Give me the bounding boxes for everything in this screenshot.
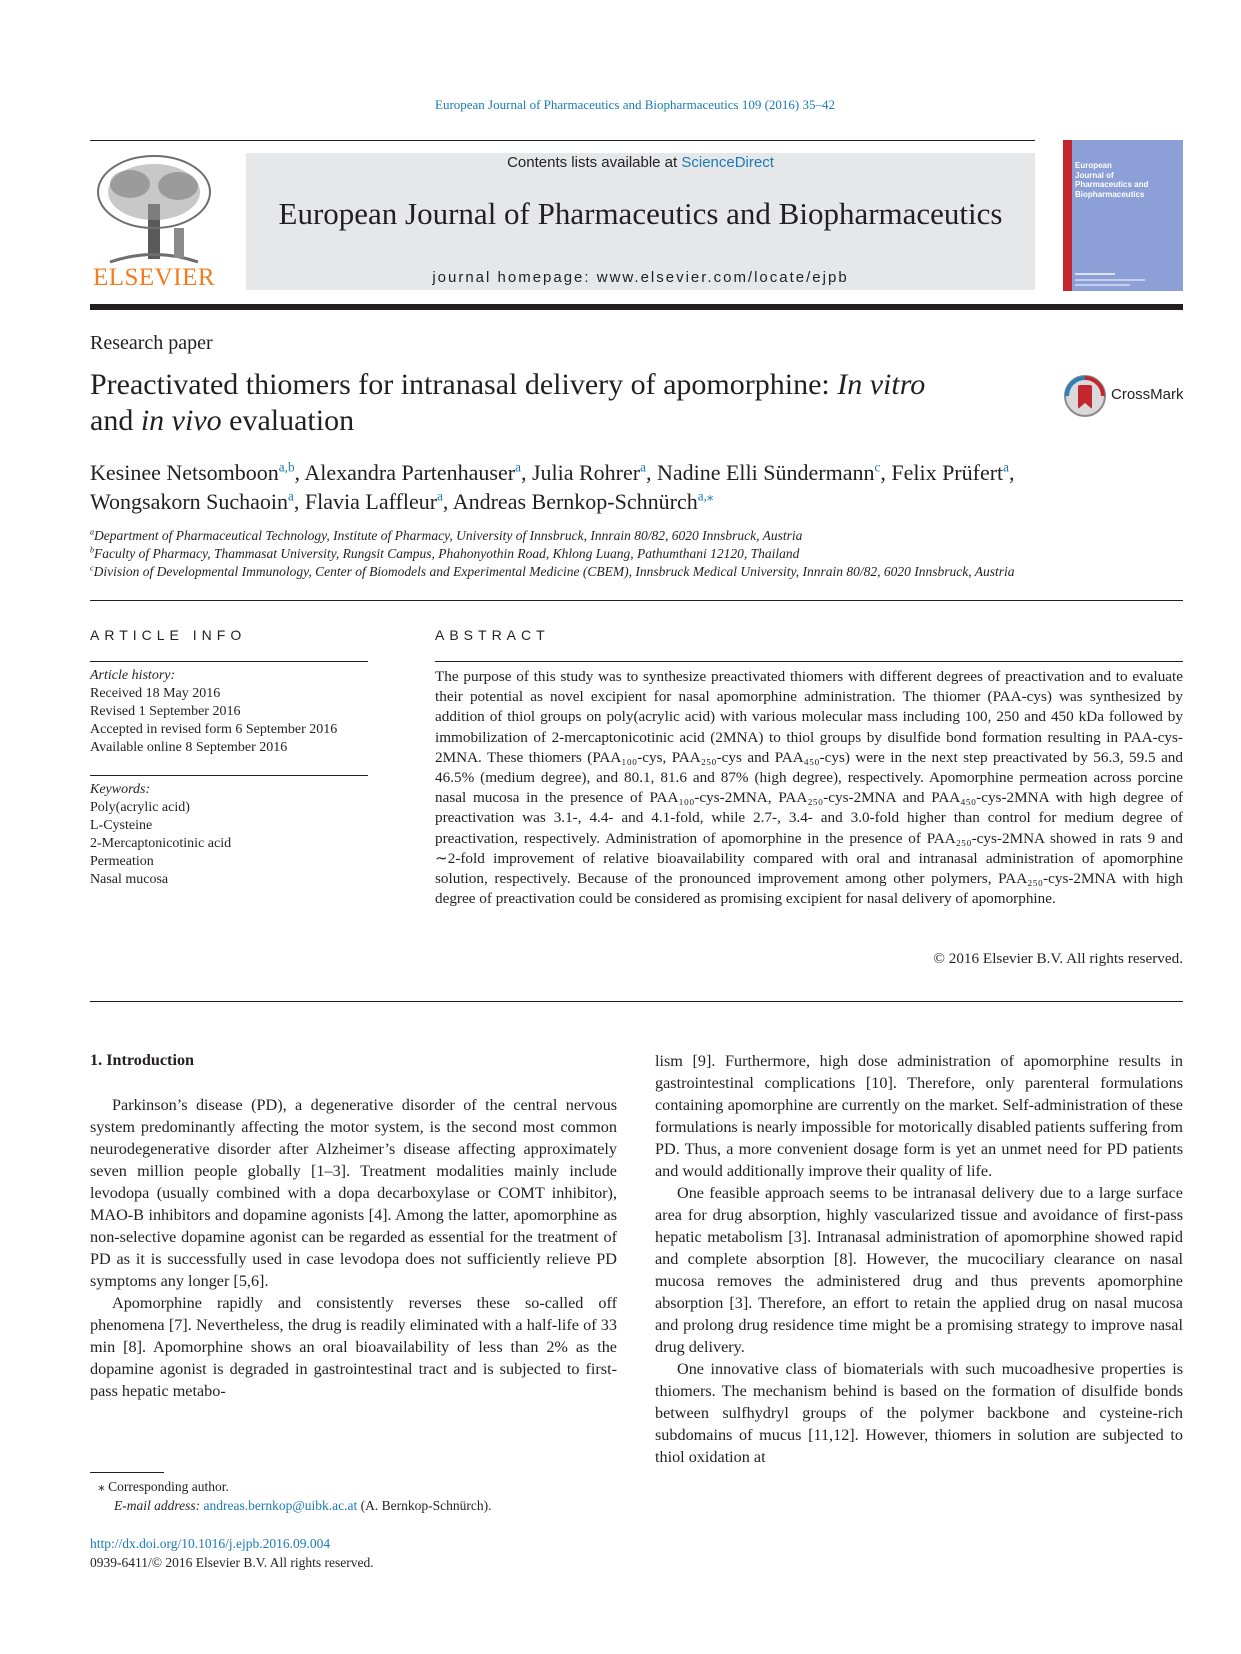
article-info-heading: ARTICLE INFO bbox=[90, 627, 247, 643]
author[interactable]: Wongsakorn Suchaoin bbox=[90, 489, 289, 514]
body-paragraph: Parkinson’s disease (PD), a degenerative disorder of the central nervous system predominantly affecting the motor system, is the second most common neurodegenerative disorder after Alzheimer’s disease affecting approximately seven million people globally [1–3]. Treatment modalities mainly include levodopa (usually combined with a dopa decarboxylase or COMT inhibitor), MAO-B inhibitors and dopamine agonists [4]. Among the latter, apomorphine as non-selective dopamine agonist can be regarded as essential for the treatment of PD as it is successfully used in case levodopa does not sufficiently relieve PD symptoms any longer [5,6]. bbox=[90, 1096, 617, 1290]
history-item: Revised 1 September 2016 bbox=[90, 704, 241, 719]
section-heading: 1. Introduction bbox=[90, 1051, 195, 1069]
history-item: Received 18 May 2016 bbox=[90, 686, 221, 701]
author-affiliation-marker[interactable]: a,⁎ bbox=[697, 488, 714, 504]
journal-homepage[interactable]: journal homepage: www.elsevier.com/locate/ejpb bbox=[432, 269, 849, 286]
body-paragraph: One innovative class of biomaterials with such mucoadhesive properties is thiomers. The mechanism behind is based on the formation of disulfide bonds between sulfhydryl groups of the polymer backbone and cysteine-rich subdomains of mucus [11,12]. However, thiomers in solution are subjected to thiol oxidation at bbox=[655, 1360, 1183, 1466]
author[interactable]: Felix Prüfert bbox=[891, 460, 1004, 485]
affiliation: $^a$Department of Pharmaceutical Technology, Institute of Pharmacy, University of Innsbruck, Innrain 80/82, 6020 Innsbruck, Austria bbox=[90, 527, 803, 543]
author-affiliation-marker[interactable]: a bbox=[1003, 459, 1010, 475]
body-paragraph: One feasible approach seems to be intranasal delivery due to a large surface area for drug absorption, highly vascularized tissue and avoidance of first-pass hepatic metabolism [3]. Intranasal administration of apomorphine showed rapid and complete absorption [8]. However, the mucociliary clearance on nasal mucosa removes the administered drug and thus prevents apomorphine absorption [3]. Therefore, an effort to retain the applied drug on nasal mucosa and prolong drug residence time might be a promising strategy to improve nasal drug delivery. bbox=[655, 1184, 1183, 1356]
author[interactable]: Kesinee Netsomboon bbox=[90, 460, 279, 485]
keyword: L-Cysteine bbox=[90, 818, 153, 833]
author-affiliation-marker[interactable]: c bbox=[874, 459, 881, 475]
journal-cover-thumbnail bbox=[1063, 140, 1183, 291]
article-title: Preactivated thiomers for intranasal delivery of apomorphine: In vitro and in vivo evaluation bbox=[90, 368, 926, 437]
info-rule bbox=[90, 661, 368, 662]
section-rule bbox=[90, 600, 1183, 601]
author-affiliation-marker[interactable]: a bbox=[640, 459, 646, 475]
author[interactable]: Alexandra Partenhauser bbox=[304, 460, 516, 485]
footnote-rule bbox=[90, 1472, 164, 1473]
journal-title: European Journal of Pharmaceutics and Biopharmaceutics bbox=[278, 196, 1003, 231]
doi-link[interactable]: http://dx.doi.org/10.1016/j.ejpb.2016.09.004 bbox=[90, 1536, 331, 1551]
keyword: Poly(acrylic acid) bbox=[90, 800, 190, 815]
author-affiliation-marker[interactable]: a bbox=[515, 459, 521, 475]
abstract-text: The purpose of this study was to synthesize preactivated thiomers with different degrees of preactivation and to evaluate their potential as novel excipient for nasal apomorphine administration. The thiomer (PAA-cys) was synthesized by addition of thiol groups on poly(acrylic acid) with various molecular mass including 100, 250 and 450 kDa followed by immobilization of 2-mercaptonicotinic acid (2MNA) to thiol groups by disulfide bond formation resulting in PAA-cys-2MNA. These thiomers (PAA₁₀₀-cys, PAA₂₅₀-cys and PAA₄₅₀-cys) were in the next step preactivated by 56.3, 59.5 and 46.5% (medium degree), and 80.1, 81.6 and 87% (high degree), respectively. Apomorphine permeation across porcine nasal mucosa in the presence of PAA₁₀₀-cys-2MNA, PAA₂₅₀-cys-2MNA and PAA₄₅₀-cys-2MNA with high degree of preactivation was 3.1-, 4.4- and 4.1-fold, while 2.7-, 3.4- and 3.0-fold higher than control for medium degree of preactivation, respectively. Administration of apomorphine in the presence of PAA₂₅₀-cys-2MNA showed in rats 9 and ∼2-fold improvement of relative bioavailability compared with oral and intranasal administration of apomorphine solution, respectively. Because of the pronounced improvement among other polymers, PAA₂₅₀-cys-2MNA with high degree of preactivation could be considered as promising excipient for nasal delivery of apomorphine. bbox=[435, 668, 1183, 908]
cover-title: European Journal of Pharmaceutics and Biopharmaceutics bbox=[1075, 161, 1149, 199]
crossmark-icon bbox=[1063, 374, 1107, 418]
history-item: Accepted in revised form 6 September 2016 bbox=[90, 722, 338, 737]
history-label: Article history: bbox=[90, 668, 176, 683]
journal-citation-link[interactable]: European Journal of Pharmaceutics and Biopharmaceutics 109 (2016) 35–42 bbox=[435, 97, 835, 112]
crossmark-badge[interactable] bbox=[1063, 374, 1188, 418]
sciencedirect-link[interactable]: ScienceDirect bbox=[681, 154, 774, 171]
crossmark-label: CrossMark bbox=[1111, 386, 1184, 403]
author[interactable]: Flavia Laffleur bbox=[304, 489, 438, 514]
keyword: Nasal mucosa bbox=[90, 872, 169, 887]
elsevier-wordmark: ELSEVIER bbox=[92, 264, 216, 291]
author-affiliation-marker[interactable]: a,b bbox=[278, 459, 295, 475]
keyword: 2-Mercaptonicotinic acid bbox=[90, 836, 232, 851]
author-affiliation-marker[interactable]: a bbox=[437, 488, 443, 504]
keyword: Permeation bbox=[90, 854, 154, 869]
issn-line: 0939-6411/© 2016 Elsevier B.V. All rights reserved. bbox=[90, 1555, 374, 1570]
cover-footer-graphic bbox=[1075, 271, 1175, 287]
contents-line: Contents lists available at ScienceDirect bbox=[507, 154, 774, 171]
elsevier-logo bbox=[90, 152, 218, 294]
header-thick-rule bbox=[90, 304, 1183, 310]
affiliation: $^b$Faculty of Pharmacy, Thammasat University, Rungsit Campus, Phahonyothin Road, Khlong Luang, Pathumthani 12120, Thailand bbox=[90, 545, 800, 561]
body-right-column bbox=[655, 1050, 1183, 1468]
info-rule bbox=[90, 775, 368, 776]
abstract-copyright: © 2016 Elsevier B.V. All rights reserved. bbox=[933, 950, 1183, 967]
author[interactable]: Nadine Elli Sündermann bbox=[656, 460, 875, 485]
section-rule bbox=[90, 1001, 1183, 1002]
abstract-rule bbox=[435, 661, 1183, 662]
author[interactable]: Julia Rohrer bbox=[531, 460, 641, 485]
header-rule bbox=[90, 140, 1035, 141]
body-paragraph: Apomorphine rapidly and consistently reverses these so-called off phenomena [7]. Nevertheless, the drug is readily eliminated with a half-life of 33 min [8]. Apomorphine shows an oral bioavailability of less than 2% as the dopamine agonist is degraded in gastrointestinal tract and is subjected to first-pass hepatic metabo- bbox=[90, 1294, 617, 1400]
author-affiliation-marker[interactable]: a bbox=[288, 488, 294, 504]
body-left-column bbox=[90, 1094, 617, 1402]
keywords bbox=[90, 781, 368, 889]
cover-accent-band bbox=[1063, 140, 1072, 291]
article-history bbox=[90, 667, 368, 757]
email-link[interactable]: andreas.bernkop@uibk.ac.at bbox=[203, 1498, 358, 1513]
abstract-heading: ABSTRACT bbox=[435, 627, 550, 643]
body-paragraph: lism [9]. Furthermore, high dose administration of apomorphine results in gastrointestinal complications [10]. Therefore, only parenteral formulations containing apomorphine are currently on the market. Self-administration of these formulations is nearly impossible for motorically disabled patients suffering from PD. Thus, a more convenient dosage form is yet an unmet need for PD patients and would additionally improve their quality of life. bbox=[655, 1052, 1183, 1180]
author[interactable]: Andreas Bernkop-Schnürch bbox=[452, 489, 698, 514]
article-type: Research paper bbox=[90, 332, 213, 354]
author-list: Kesinee Netsomboon$^{a,b}$, Alexandra Partenhauser$^a$, Julia Rohrer$^a$, Nadine Elli Sündermann$^c$, Felix Prüfert$^a$, Wongsakorn Suchaoin$^a$, Flavia Laffleur$^a$, Andreas Bernkop-Schnürch$^{a,⁎}$ bbox=[90, 459, 1015, 514]
keywords-label: Keywords: bbox=[90, 782, 151, 797]
corresponding-author-note: ⁎ Corresponding author. E-mail address: andreas.bernkop@uibk.ac.at (A. Bernkop-Schnürch). bbox=[98, 1479, 492, 1513]
history-item: Available online 8 September 2016 bbox=[90, 740, 288, 755]
affiliation: $^c$Division of Developmental Immunology, Center of Biomodels and Experimental Medicine (CBEM), Innsbruck Medical University, Innrain 80/82, 6020 Innsbruck, Austria bbox=[90, 563, 1015, 579]
